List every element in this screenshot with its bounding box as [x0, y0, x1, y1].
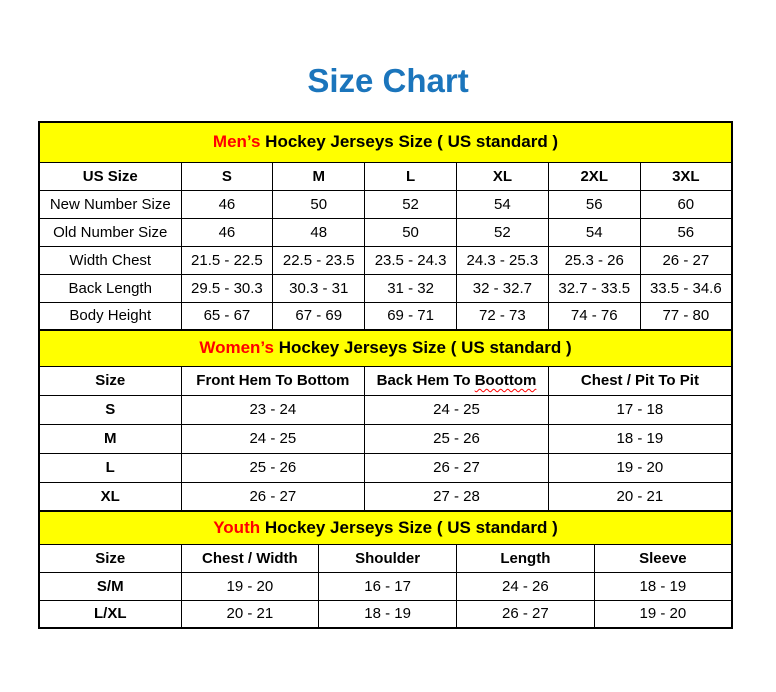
size-value-cell: 32.7 - 33.5: [548, 274, 640, 302]
table-row: [39, 274, 732, 302]
size-value-cell: 24.3 - 25.3: [456, 246, 548, 274]
column-header-row: [39, 162, 732, 190]
section-title-highlight: Men’s: [212, 132, 261, 152]
column-header: Chest / Width: [181, 544, 319, 572]
size-value-cell: 50: [365, 218, 457, 246]
size-value-cell: 74 - 76: [548, 302, 640, 330]
size-value-cell: 27 - 28: [365, 482, 549, 511]
size-value-cell: 18 - 19: [594, 572, 732, 600]
column-header: XL: [456, 162, 548, 190]
size-value-cell: 32 - 32.7: [456, 274, 548, 302]
table-row: [39, 600, 732, 628]
size-value-cell: 25 - 26: [181, 453, 365, 482]
size-value-cell: 77 - 80: [640, 302, 732, 330]
row-label: Width Chest: [39, 246, 181, 274]
size-value-cell: 26 - 27: [181, 482, 365, 511]
size-value-cell: 54: [548, 218, 640, 246]
size-value-cell: 56: [640, 218, 732, 246]
size-value-cell: 60: [640, 190, 732, 218]
size-value-cell: 22.5 - 23.5: [273, 246, 365, 274]
column-header-text: Back Hem To: [376, 372, 475, 389]
table-row: [39, 482, 732, 511]
size-value-cell: 50: [273, 190, 365, 218]
size-value-cell: 56: [548, 190, 640, 218]
size-value-cell: 20 - 21: [548, 482, 732, 511]
row-label: XL: [39, 482, 181, 511]
row-label: L/XL: [39, 600, 181, 628]
size-value-cell: 31 - 32: [365, 274, 457, 302]
size-value-cell: 29.5 - 30.3: [181, 274, 273, 302]
size-value-cell: 16 - 17: [319, 572, 457, 600]
column-header: S: [181, 162, 273, 190]
size-value-cell: 19 - 20: [594, 600, 732, 628]
column-header: Sleeve: [594, 544, 732, 572]
section-title-text: Hockey Jerseys Size ( US standard ): [273, 338, 572, 358]
youth-size-table: [38, 510, 733, 629]
size-value-cell: 33.5 - 34.6: [640, 274, 732, 302]
size-value-cell: 67 - 69: [273, 302, 365, 330]
womens-size-table: [38, 329, 733, 512]
size-value-cell: 52: [365, 190, 457, 218]
column-header: Size: [39, 366, 181, 395]
size-value-cell: 65 - 67: [181, 302, 273, 330]
row-label: S: [39, 395, 181, 424]
misspelled-word: Boottom: [474, 372, 537, 389]
mens-section-header: [39, 122, 732, 162]
column-header: US Size: [39, 162, 181, 190]
section-title-text: Hockey Jerseys Size ( US standard ): [260, 517, 558, 537]
column-header-row: [39, 366, 732, 395]
column-header: Front Hem To Bottom: [181, 366, 365, 395]
size-value-cell: 19 - 20: [181, 572, 319, 600]
column-header: [365, 366, 549, 395]
column-header: L: [365, 162, 457, 190]
size-value-cell: 25.3 - 26: [548, 246, 640, 274]
size-value-cell: 24 - 25: [365, 395, 549, 424]
row-label: Back Length: [39, 274, 181, 302]
page-title: Size Chart: [307, 62, 469, 99]
table-row: [39, 395, 732, 424]
column-header: Size: [39, 544, 181, 572]
table-row: [39, 218, 732, 246]
table-row: [39, 424, 732, 453]
column-header-row: [39, 544, 732, 572]
section-title-highlight: Women’s: [199, 338, 274, 358]
row-label: S/M: [39, 572, 181, 600]
column-header: M: [273, 162, 365, 190]
size-value-cell: 30.3 - 31: [273, 274, 365, 302]
table-row: [39, 572, 732, 600]
section-header-row: [39, 511, 732, 544]
size-value-cell: 26 - 27: [457, 600, 595, 628]
table-row: [39, 190, 732, 218]
size-value-cell: 54: [456, 190, 548, 218]
size-value-cell: 46: [181, 190, 273, 218]
column-header: 2XL: [548, 162, 640, 190]
section-header-row: [39, 122, 732, 162]
table-row: [39, 453, 732, 482]
size-value-cell: 24 - 26: [457, 572, 595, 600]
size-value-cell: 25 - 26: [365, 424, 549, 453]
size-value-cell: 20 - 21: [181, 600, 319, 628]
row-label: Body Height: [39, 302, 181, 330]
youth-section-header: [39, 511, 732, 544]
size-value-cell: 23 - 24: [181, 395, 365, 424]
column-header: Shoulder: [319, 544, 457, 572]
mens-size-table: [38, 121, 733, 331]
row-label: Old Number Size: [39, 218, 181, 246]
size-value-cell: 18 - 19: [319, 600, 457, 628]
row-label: New Number Size: [39, 190, 181, 218]
section-title-highlight: Youth: [213, 517, 261, 537]
size-value-cell: 17 - 18: [548, 395, 732, 424]
size-value-cell: 26 - 27: [640, 246, 732, 274]
size-value-cell: 24 - 25: [181, 424, 365, 453]
table-row: [39, 302, 732, 330]
column-header: Chest / Pit To Pit: [548, 366, 732, 395]
womens-section-header: [39, 330, 732, 366]
column-header: 3XL: [640, 162, 732, 190]
row-label: M: [39, 424, 181, 453]
size-value-cell: 72 - 73: [456, 302, 548, 330]
size-value-cell: 23.5 - 24.3: [365, 246, 457, 274]
section-header-row: [39, 330, 732, 366]
size-tables: [38, 121, 733, 629]
size-value-cell: 18 - 19: [548, 424, 732, 453]
size-value-cell: 46: [181, 218, 273, 246]
table-row: [39, 246, 732, 274]
size-value-cell: 19 - 20: [548, 453, 732, 482]
size-value-cell: 48: [273, 218, 365, 246]
column-header: Length: [457, 544, 595, 572]
size-value-cell: 21.5 - 22.5: [181, 246, 273, 274]
row-label: L: [39, 453, 181, 482]
size-value-cell: 52: [456, 218, 548, 246]
size-value-cell: 26 - 27: [365, 453, 549, 482]
section-title-text: Hockey Jerseys Size ( US standard ): [260, 132, 559, 152]
size-value-cell: 69 - 71: [365, 302, 457, 330]
